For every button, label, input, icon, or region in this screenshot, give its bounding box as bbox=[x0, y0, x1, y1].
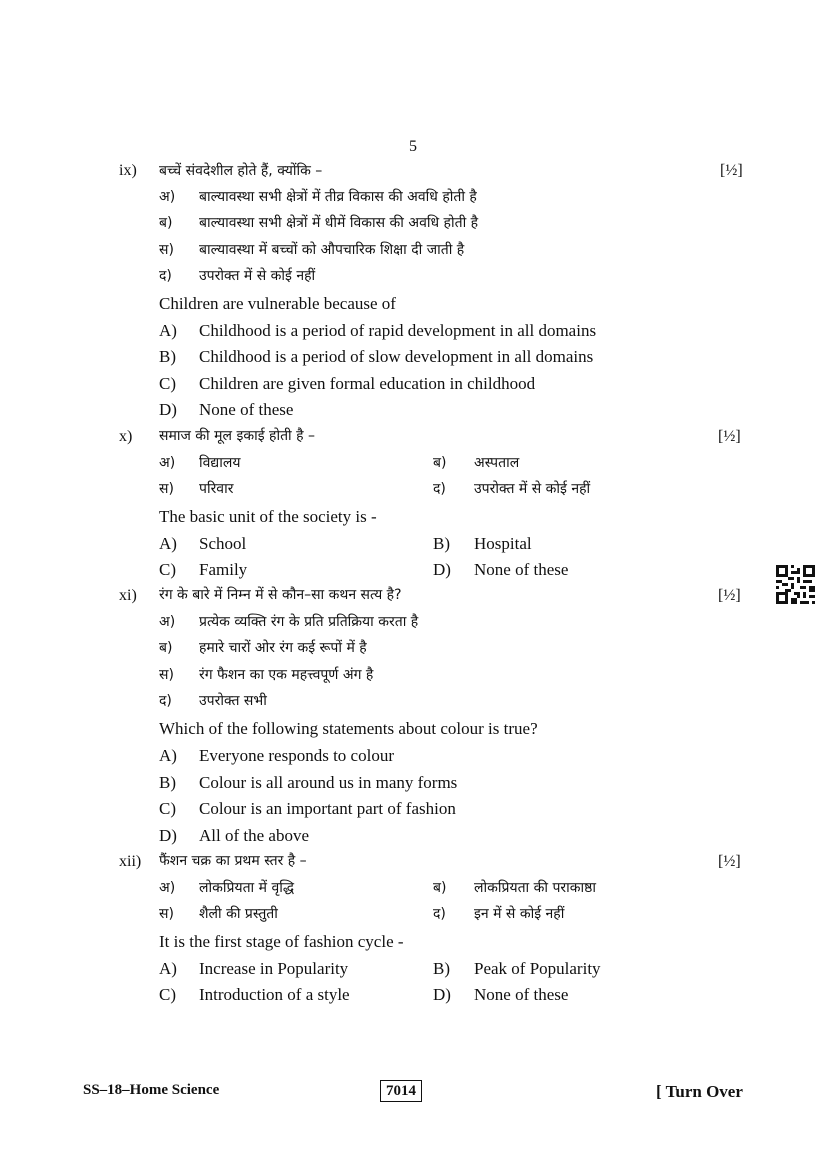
question-text-hindi: समाज की मूल इकाई होती है – bbox=[159, 428, 316, 444]
question-number: xi) bbox=[119, 587, 137, 604]
option-text: Everyone responds to colour bbox=[199, 746, 394, 765]
question-text-english: It is the first stage of fashion cycle - bbox=[159, 932, 404, 951]
option-text: Childhood is a period of rapid development in all domains bbox=[199, 321, 597, 340]
option-text: Peak of Popularity bbox=[474, 959, 601, 978]
option-text: बाल्यावस्था सभी क्षेत्रों में तीव्र विकास की अवधि होती है bbox=[199, 189, 477, 205]
question-number: ix) bbox=[119, 162, 137, 179]
question-number: xii) bbox=[119, 853, 142, 870]
option-text: None of these bbox=[199, 400, 294, 419]
option-label: A) bbox=[159, 534, 177, 553]
option-label: C) bbox=[159, 799, 176, 818]
question-marks: [½] bbox=[718, 428, 741, 445]
option-label: द) bbox=[433, 906, 446, 922]
option-label: D) bbox=[159, 400, 177, 419]
option-label: A) bbox=[159, 321, 177, 340]
option-text: उपरोक्त में से कोई नहीं bbox=[474, 481, 591, 497]
option-label: ब) bbox=[433, 880, 447, 896]
question-text-hindi: बच्चें संवदेशील होते हैं, क्योंकि – bbox=[159, 163, 323, 179]
option-text: बाल्यावस्था सभी क्षेत्रों में धीमें विकास की अवधि होती है bbox=[199, 215, 479, 231]
option-text: Increase in Popularity bbox=[199, 959, 349, 978]
option-label: स) bbox=[159, 242, 174, 258]
question-text-english: The basic unit of the society is - bbox=[159, 507, 377, 526]
option-text: उपरोक्त में से कोई नहीं bbox=[199, 268, 316, 284]
paper-code: 7014 bbox=[380, 1080, 422, 1102]
question-text-english: Which of the following statements about colour is true? bbox=[159, 719, 538, 738]
option-text: Childhood is a period of slow development in all domains bbox=[199, 347, 594, 366]
option-text: Family bbox=[199, 560, 248, 579]
option-text: Introduction of a style bbox=[199, 985, 350, 1004]
option-text: उपरोक्त सभी bbox=[199, 693, 267, 709]
option-label: ब) bbox=[433, 455, 447, 471]
option-text: लोकप्रियता में वृद्धि bbox=[199, 880, 295, 896]
option-text: All of the above bbox=[199, 826, 309, 845]
option-label: द) bbox=[159, 693, 172, 709]
question-marks: [½] bbox=[718, 587, 741, 604]
option-text: रंग फैशन का एक महत्त्वपूर्ण अंग है bbox=[199, 667, 374, 683]
option-label: B) bbox=[159, 773, 176, 792]
turn-over-label: [ Turn Over bbox=[656, 1082, 743, 1101]
option-text: Colour is an important part of fashion bbox=[199, 799, 456, 818]
option-label: द) bbox=[159, 268, 172, 284]
footer-subject: SS–18–Home Science bbox=[83, 1082, 220, 1098]
option-label: अ) bbox=[159, 455, 176, 471]
option-label: अ) bbox=[159, 614, 176, 630]
option-label: अ) bbox=[159, 189, 176, 205]
option-text: परिवार bbox=[199, 481, 234, 497]
option-label: ब) bbox=[159, 640, 173, 656]
option-label: C) bbox=[159, 374, 176, 393]
option-label: D) bbox=[433, 985, 451, 1004]
option-text: None of these bbox=[474, 985, 569, 1004]
option-text: शैली की प्रस्तुती bbox=[199, 906, 278, 922]
option-label: B) bbox=[433, 959, 450, 978]
question-marks: [½] bbox=[718, 853, 741, 870]
option-label: ब) bbox=[159, 215, 173, 231]
option-text: अस्पताल bbox=[474, 455, 520, 471]
option-label: स) bbox=[159, 481, 174, 497]
option-label: C) bbox=[159, 985, 176, 1004]
option-label: द) bbox=[433, 481, 446, 497]
option-label: स) bbox=[159, 906, 174, 922]
option-label: B) bbox=[433, 534, 450, 553]
option-label: अ) bbox=[159, 880, 176, 896]
option-text: इन में से कोई नहीं bbox=[474, 906, 565, 922]
option-text: School bbox=[199, 534, 247, 553]
option-label: स) bbox=[159, 667, 174, 683]
option-text: Colour is all around us in many forms bbox=[199, 773, 458, 792]
option-text: Children are given formal education in childhood bbox=[199, 374, 536, 393]
option-text: Hospital bbox=[474, 534, 532, 553]
page-number: 5 bbox=[409, 138, 417, 155]
option-text: विद्यालय bbox=[199, 455, 241, 471]
question-text-hindi: रंग के बारे में निम्न में से कौन–सा कथन सत्य है? bbox=[159, 587, 402, 603]
option-label: A) bbox=[159, 959, 177, 978]
option-text: None of these bbox=[474, 560, 569, 579]
option-label: A) bbox=[159, 746, 177, 765]
question-marks: [½] bbox=[720, 162, 743, 179]
option-text: लोकप्रियता की पराकाष्ठा bbox=[474, 880, 597, 896]
option-text: बाल्यावस्था में बच्चों को औपचारिक शिक्षा दी जाती है bbox=[199, 242, 465, 258]
option-label: D) bbox=[433, 560, 451, 579]
question-text-english: Children are vulnerable because of bbox=[159, 294, 396, 313]
option-text: प्रत्येक व्यक्ति रंग के प्रति प्रतिक्रिया करता है bbox=[199, 614, 419, 630]
question-number: x) bbox=[119, 428, 133, 445]
option-text: हमारे चारों ओर रंग कई रूपों में है bbox=[199, 640, 367, 656]
option-label: C) bbox=[159, 560, 176, 579]
option-label: B) bbox=[159, 347, 176, 366]
option-label: D) bbox=[159, 826, 177, 845]
question-text-hindi: फैंशन चक्र का प्रथम स्तर है – bbox=[159, 853, 307, 869]
qr-code-icon bbox=[776, 565, 815, 604]
